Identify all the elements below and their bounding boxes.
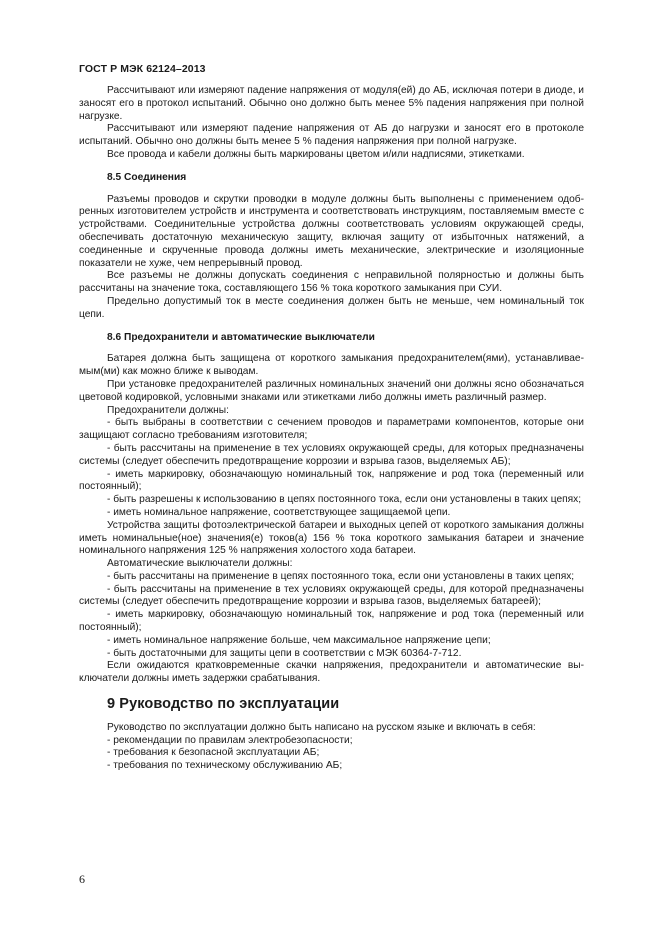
paragraph: Рассчитывают или измеряют падение напряжения от АБ до нагрузки и заносят его в протоколе испытаний. Обычно оно должны быть менее 5 % падения напряжения при полной нагрузке. [79, 123, 584, 148]
paragraph: Устройства защиты фотоэлектрической батареи и выходных цепей от короткого замыкания должны иметь номинальные(ное) значения(е) токов(а) 156 % тока короткого замыкания батареи и значение номинального напряжения 125 % напряжения холостого хода батареи. [79, 519, 584, 557]
list-item: - быть рассчитаны на применение в тех условиях окружающей среды, для которых предназначены системы (следует обеспечить предотвращение коррозии и взрыва газов, выделяемых АБ); [79, 442, 584, 467]
section-heading-9: 9 Руководство по эксплуатации [107, 696, 340, 713]
paragraph: Все провода и кабели должны быть маркированы цветом и/или надписями, этикетками. [107, 148, 525, 160]
paragraph: Рассчитывают или измеряют падение напряжения от модуля(ей) до АБ, исключая потери в диоде, и заносят его в протокол испытаний. Обычно оно должно быть менее 5% падения напряжения при полной нагрузке. [79, 85, 584, 122]
list-item: - иметь номинальное напряжение, соответствующее защищаемой цепи. [107, 506, 451, 518]
paragraph: Если ожидаются кратковременные скачки напряжения, предохранители и автоматические выключатели должны иметь задержки срабатывания. [79, 660, 584, 685]
list-item: - рекомендации по правилам электробезопасности; [107, 734, 353, 746]
section-heading-8-5: 8.5 Соединения [107, 171, 187, 183]
paragraph: Батарея должна быть защищена от короткого замыкания предохранителем(ями), устанавливаемым(ми) как можно ближе к выводам. [79, 353, 584, 378]
list-item: - быть разрешены к использованию в цепях постоянного тока, если они установлены в таких цепях; [107, 494, 582, 506]
paragraph: Предельно допустимый ток в месте соединения должен быть не меньше, чем номинальный ток цепи. [79, 295, 584, 320]
paragraph: Разъемы проводов и скрутки проводки в модуле должны быть выполнены с применением одобренных изготовителем устройств и инструмента и соответствовать инструкциям, поставляемым вместе с устройствами. Соединительные устройства должны соответствовать условиям окружающей среды, обеспечивать достаточную механическую защиту, включая защиту от избыточных натяжений, а соединенные и скрученные провода должны иметь механические, электрические и изоляционные показатели не хуже, чем непрерывный провод. [79, 193, 584, 269]
list-item: - иметь маркировку, обозначающую номинальный ток, напряжение и род тока (переменный или постоянный); [79, 468, 584, 493]
paragraph: При установке предохранителей различных номинальных значений они должны ясно обозначаться цветовой кодировкой, условными знаками или этикетками либо должны иметь различный размер. [79, 378, 584, 403]
document-body [79, 85, 584, 773]
list-item: - требования к безопасной эксплуатации АБ; [107, 747, 320, 759]
paragraph: Предохранители должны: [107, 404, 229, 416]
paragraph: Руководство по эксплуатации должно быть написано на русском языке и включать в себя: [107, 721, 536, 733]
section-heading-8-6: 8.6 Предохранители и автоматические выключатели [107, 331, 375, 343]
document-header: ГОСТ Р МЭК 62124–2013 [79, 63, 206, 75]
list-item: - быть достаточными для защиты цепи в соответствии с МЭК 60364-7-712. [107, 647, 462, 659]
list-item: - иметь номинальное напряжение больше, чем максимальное напряжение цепи; [107, 634, 491, 646]
paragraph: Все разъемы не должны допускать соединения с неправильной полярностью и должны быть рассчитаны на значение тока, составляющего 156 % тока короткого замыкания при СУИ. [79, 270, 584, 295]
list-item: - требования по техническому обслуживанию АБ; [107, 760, 343, 772]
list-item: - быть рассчитаны на применение в тех условиях окружающей среды, для которой предназначены системы (следует обеспечить предотвращение коррозии и взрыва газов, выделяемых батареей); [79, 583, 584, 608]
list-item: - иметь маркировку, обозначающую номинальный ток, напряжение и род тока (переменный или постоянный); [79, 609, 584, 634]
list-item: - быть выбраны в соответствии с сечением проводов и параметрами компонентов, которые они защищают согласно требованиям изготовителя; [79, 417, 584, 442]
list-item: - быть рассчитаны на применение в цепях постоянного тока, если они установлены в таких цепях; [107, 570, 575, 582]
page-number: 6 [79, 872, 85, 886]
paragraph: Автоматические выключатели должны: [107, 558, 293, 570]
